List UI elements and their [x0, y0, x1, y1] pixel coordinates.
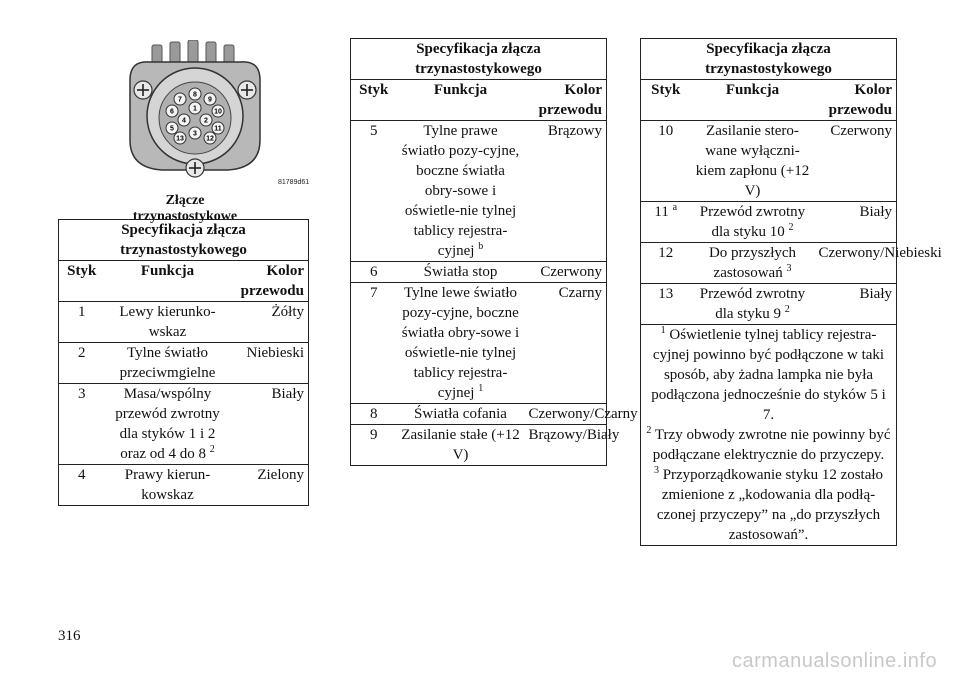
column-header-kolor: Kolor przewodu	[231, 261, 309, 302]
table-body	[59, 302, 309, 506]
superscript: 1	[478, 383, 484, 394]
cell-styk	[641, 284, 691, 325]
column-header-funkcja: Funkcja	[397, 80, 525, 121]
cell-funkcja	[691, 284, 815, 325]
connector-pin-label: 3	[193, 130, 197, 138]
cell-funkcja	[397, 404, 525, 425]
cell-funkcja	[397, 262, 525, 283]
footnote-number: 3	[653, 465, 659, 476]
kolor-value: Biały	[271, 386, 304, 402]
table-row	[351, 404, 607, 425]
table-body	[351, 121, 638, 466]
table-row	[59, 384, 309, 465]
funkcja-value: Tylne lewe światło pozy-cyjne, boczne światła obry-sowe i oświetle-nie tylnej tablicy rejestra-cyjnej	[401, 285, 520, 401]
table-row	[59, 343, 309, 384]
table-body	[641, 121, 942, 325]
funkcja-value: Do przyszłych zastosowań	[708, 245, 797, 281]
superscript: 2	[784, 304, 790, 315]
cell-funkcja	[691, 202, 815, 243]
footnote-text: Przyporządkowanie styku 12 zostało zmienione z „kodowania dla podłą-czonej przyczepy” na „do przyszłych zastosowań”.	[656, 467, 884, 543]
cell-kolor	[525, 262, 607, 283]
funkcja-value: Masa/wspólny przewód zwrotny dla styków 1 i 2 oraz od 4 do 8	[115, 386, 220, 462]
styk-value: 9	[370, 427, 378, 443]
column-header-styk: Styk	[351, 80, 397, 121]
footnote-number: 2	[646, 425, 652, 436]
cell-funkcja	[691, 121, 815, 202]
footnotes	[641, 325, 897, 546]
figure-caption: Złącze trzynastostykowe	[132, 193, 238, 224]
cell-kolor	[525, 121, 607, 262]
connector-pin-label: 9	[208, 96, 212, 104]
cell-funkcja	[105, 343, 231, 384]
connector-pin-label: 12	[206, 135, 214, 143]
cell-kolor	[525, 425, 620, 466]
kolor-value: Brązowy/Biały	[528, 427, 620, 443]
funkcja-value: Światła stop	[423, 264, 498, 280]
connector-pin-label: 6	[170, 108, 174, 116]
cell-kolor	[231, 465, 309, 506]
styk-value: 3	[78, 386, 86, 402]
kolor-value: Żółty	[271, 304, 304, 320]
table-row	[641, 121, 897, 202]
cell-kolor	[525, 283, 607, 404]
column-header-funkcja: Funkcja	[105, 261, 231, 302]
cell-styk	[59, 465, 105, 506]
superscript: b	[478, 241, 484, 252]
connector-pin-label: 2	[204, 117, 208, 125]
cell-styk	[351, 121, 397, 262]
table-title: Specyfikacja złącza trzynastostykowego	[641, 39, 897, 80]
superscript: a	[672, 202, 678, 213]
connector-pin-label: 1	[193, 105, 197, 113]
funkcja-value: Przewód zwrotny dla styku 9	[699, 286, 806, 322]
footnote	[645, 325, 892, 425]
styk-value: 12	[658, 245, 674, 261]
table-row	[641, 243, 897, 284]
cell-styk	[641, 243, 691, 284]
connector-diagram	[110, 40, 320, 190]
cell-styk	[351, 262, 397, 283]
column-header-styk: Styk	[641, 80, 691, 121]
connector-figure	[110, 40, 320, 190]
kolor-value: Niebieski	[246, 345, 304, 361]
styk-value: 7	[370, 285, 378, 301]
funkcja-value: Zasilanie stałe (+12 V)	[401, 427, 520, 463]
cell-funkcja	[105, 465, 231, 506]
funkcja-value: Zasilanie stero-wane wyłączni-kiem zapłonu (+12 V)	[695, 123, 810, 199]
cell-funkcja	[397, 283, 525, 404]
kolor-value: Czerwony	[540, 264, 602, 280]
table-row	[351, 262, 607, 283]
connector-pin-label: 8	[193, 91, 197, 99]
cell-styk	[351, 283, 397, 404]
table-row	[641, 284, 897, 325]
cell-kolor	[525, 404, 638, 425]
connector-pin-label: 5	[170, 125, 174, 133]
kolor-value: Czarny	[558, 285, 602, 301]
superscript: 2	[209, 444, 215, 455]
spec-table-3	[640, 38, 942, 546]
cell-kolor	[231, 384, 309, 465]
page-number: 316	[58, 628, 81, 644]
cell-funkcja	[397, 121, 525, 262]
connector-pin-label: 10	[214, 108, 222, 116]
table-row	[351, 121, 607, 262]
figure-code: 81789d61	[278, 179, 310, 186]
cell-styk	[641, 121, 691, 202]
funkcja-value: Prawy kierun-kowskaz	[124, 467, 211, 503]
styk-value: 10	[658, 123, 674, 139]
cell-kolor	[815, 243, 942, 284]
styk-value: 11	[654, 204, 669, 220]
footnote-number: 1	[660, 325, 666, 336]
funkcja-value: Światła cofania	[414, 406, 507, 422]
table-row	[59, 302, 309, 343]
cell-styk	[59, 343, 105, 384]
kolor-value: Biały	[859, 286, 892, 302]
funkcja-value: Lewy kierunko-wskaz	[119, 304, 216, 340]
styk-value: 1	[78, 304, 86, 320]
cell-kolor	[815, 202, 897, 243]
table-title: Specyfikacja złącza trzynastostykowego	[59, 220, 309, 261]
column-header-styk: Styk	[59, 261, 105, 302]
funkcja-value: Tylne prawe światło pozy-cyjne, boczne światła obry-sowe i oświetle-nie tylnej tablicy rejestra-cyjnej	[401, 123, 520, 259]
kolor-value: Czerwony/Niebieski	[818, 245, 942, 261]
table-row	[351, 283, 607, 404]
cell-styk	[351, 425, 397, 466]
cell-funkcja	[397, 425, 525, 466]
spec-table-2	[350, 38, 638, 466]
cell-styk	[59, 302, 105, 343]
column-header-kolor: Kolor przewodu	[525, 80, 607, 121]
cell-funkcja	[105, 302, 231, 343]
kolor-value: Czerwony	[830, 123, 892, 139]
kolor-value: Brązowy	[547, 123, 602, 139]
spec-table-1	[58, 219, 309, 506]
cell-kolor	[815, 121, 897, 202]
connector-pin-label: 4	[182, 117, 186, 125]
cell-kolor	[231, 302, 309, 343]
kolor-value: Biały	[859, 204, 892, 220]
cell-styk	[641, 202, 691, 243]
connector-pin-label: 7	[178, 96, 182, 104]
superscript: 2	[788, 222, 794, 233]
cell-kolor	[815, 284, 897, 325]
footnote-text: Oświetlenie tylnej tablicy rejestra-cyjnej powinno być podłączone w taki sposób, aby żadna lampka nie była podłączona jednocześnie do styków 5 i 7.	[651, 327, 886, 423]
column-header-kolor: Kolor przewodu	[815, 80, 897, 121]
table-row	[351, 425, 607, 466]
connector-pin-label: 13	[176, 135, 184, 143]
footnote-text: Trzy obwody zwrotne nie powinny być podłączane elektrycznie do przyczepy.	[652, 427, 891, 463]
styk-value: 4	[78, 467, 86, 483]
styk-value: 5	[370, 123, 378, 139]
styk-value: 8	[370, 406, 378, 422]
connector-pin-label: 11	[214, 125, 222, 133]
kolor-value: Czerwony/Czarny	[528, 406, 638, 422]
cell-styk	[351, 404, 397, 425]
cell-kolor	[231, 343, 309, 384]
cell-funkcja	[691, 243, 815, 284]
styk-value: 13	[658, 286, 674, 302]
styk-value: 6	[370, 264, 378, 280]
footnote	[645, 425, 892, 465]
funkcja-value: Przewód zwrotny dla styku 10	[699, 204, 806, 240]
cell-funkcja	[105, 384, 231, 465]
cell-styk	[59, 384, 105, 465]
table-title: Specyfikacja złącza trzynastostykowego	[351, 39, 607, 80]
superscript: 3	[786, 263, 792, 274]
column-header-funkcja: Funkcja	[691, 80, 815, 121]
watermark-text: carmanualsonline.info	[732, 650, 938, 672]
kolor-value: Zielony	[257, 467, 304, 483]
table-row	[59, 465, 309, 506]
footnote	[645, 465, 892, 545]
table-row	[641, 202, 897, 243]
styk-value: 2	[78, 345, 86, 361]
funkcja-value: Tylne światło przeciwmgielne	[119, 345, 216, 381]
